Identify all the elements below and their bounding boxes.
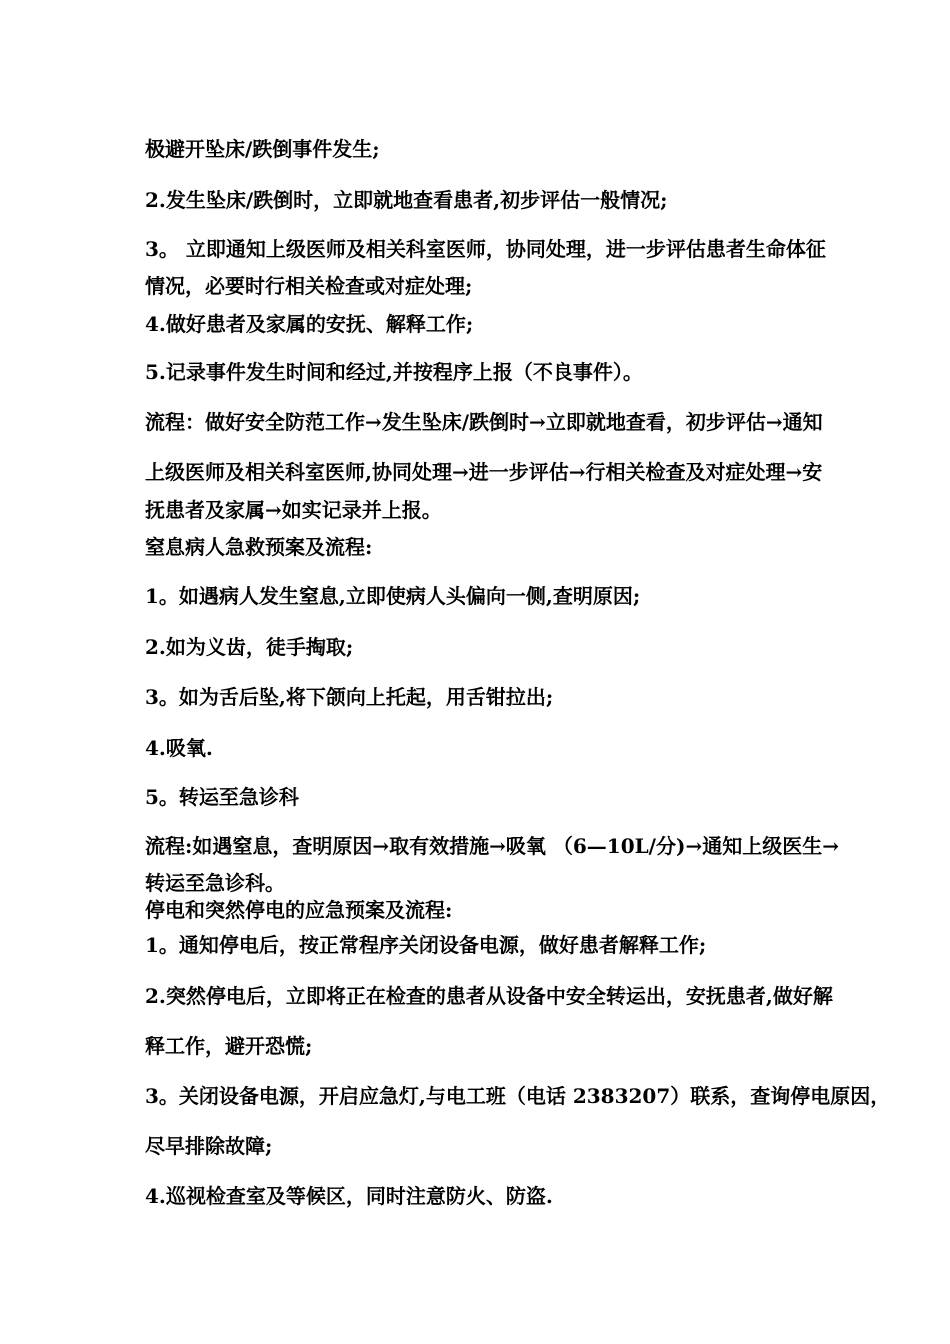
text-line: 5。转运至急诊科 [145, 785, 299, 809]
text-line: 释工作，避开恐慌; [145, 1034, 313, 1058]
text-line: 转运至急诊科。 [145, 871, 285, 895]
text-line: 2.如为义齿，徒手掏取; [145, 635, 354, 659]
text-line: 抚患者及家属→如实记录并上报。 [145, 498, 442, 522]
text-line: 极避开坠床/跌倒事件发生; [145, 137, 380, 161]
text-line: 1。如遇病人发生窒息,立即使病人头偏向一侧,查明原因; [145, 584, 641, 608]
text-line: 1。通知停电后，按正常程序关闭设备电源，做好患者解释工作; [145, 933, 707, 957]
text-line: 2.发生坠床/跌倒时，立即就地查看患者,初步评估一般情况; [145, 188, 668, 212]
text-line: 情况，必要时行相关检查或对症处理; [145, 274, 473, 298]
section-heading: 窒息病人急救预案及流程: [145, 535, 373, 559]
text-line: 3。如为舌后坠,将下颌向上托起，用舌钳拉出; [145, 685, 554, 709]
text-line: 5.记录事件发生时间和经过,并按程序上报（不良事件）。 [145, 360, 643, 384]
text-line: 4.做好患者及家属的安抚、解释工作; [145, 312, 474, 336]
text-line: 3。关闭设备电源，开启应急灯,与电工班（电话 2383207）联系，查询停电原因， [145, 1084, 891, 1108]
text-line: 上级医师及相关科室医师,协同处理→进一步评估→行相关检查及对症处理→安 [145, 460, 823, 484]
text-line: 4.巡视检查室及等候区，同时注意防火、防盗. [145, 1184, 553, 1208]
text-line: 流程:如遇窒息，查明原因→取有效措施→吸氧 （6—10L/分)→通知上级医生→ [145, 834, 839, 858]
text-line: 2.突然停电后，立即将正在检查的患者从设备中安全转运出，安抚患者,做好解 [145, 984, 833, 1008]
text-line: 3。 立即通知上级医师及相关科室医师，协同处理，进一步评估患者生命体征 [145, 237, 826, 261]
section-heading: 停电和突然停电的应急预案及流程: [145, 898, 453, 922]
text-line: 尽早排除故障; [145, 1134, 273, 1158]
text-line: 4.吸氧. [145, 736, 213, 760]
text-line: 流程：做好安全防范工作→发生坠床/跌倒时→立即就地查看，初步评估→通知 [145, 410, 823, 434]
